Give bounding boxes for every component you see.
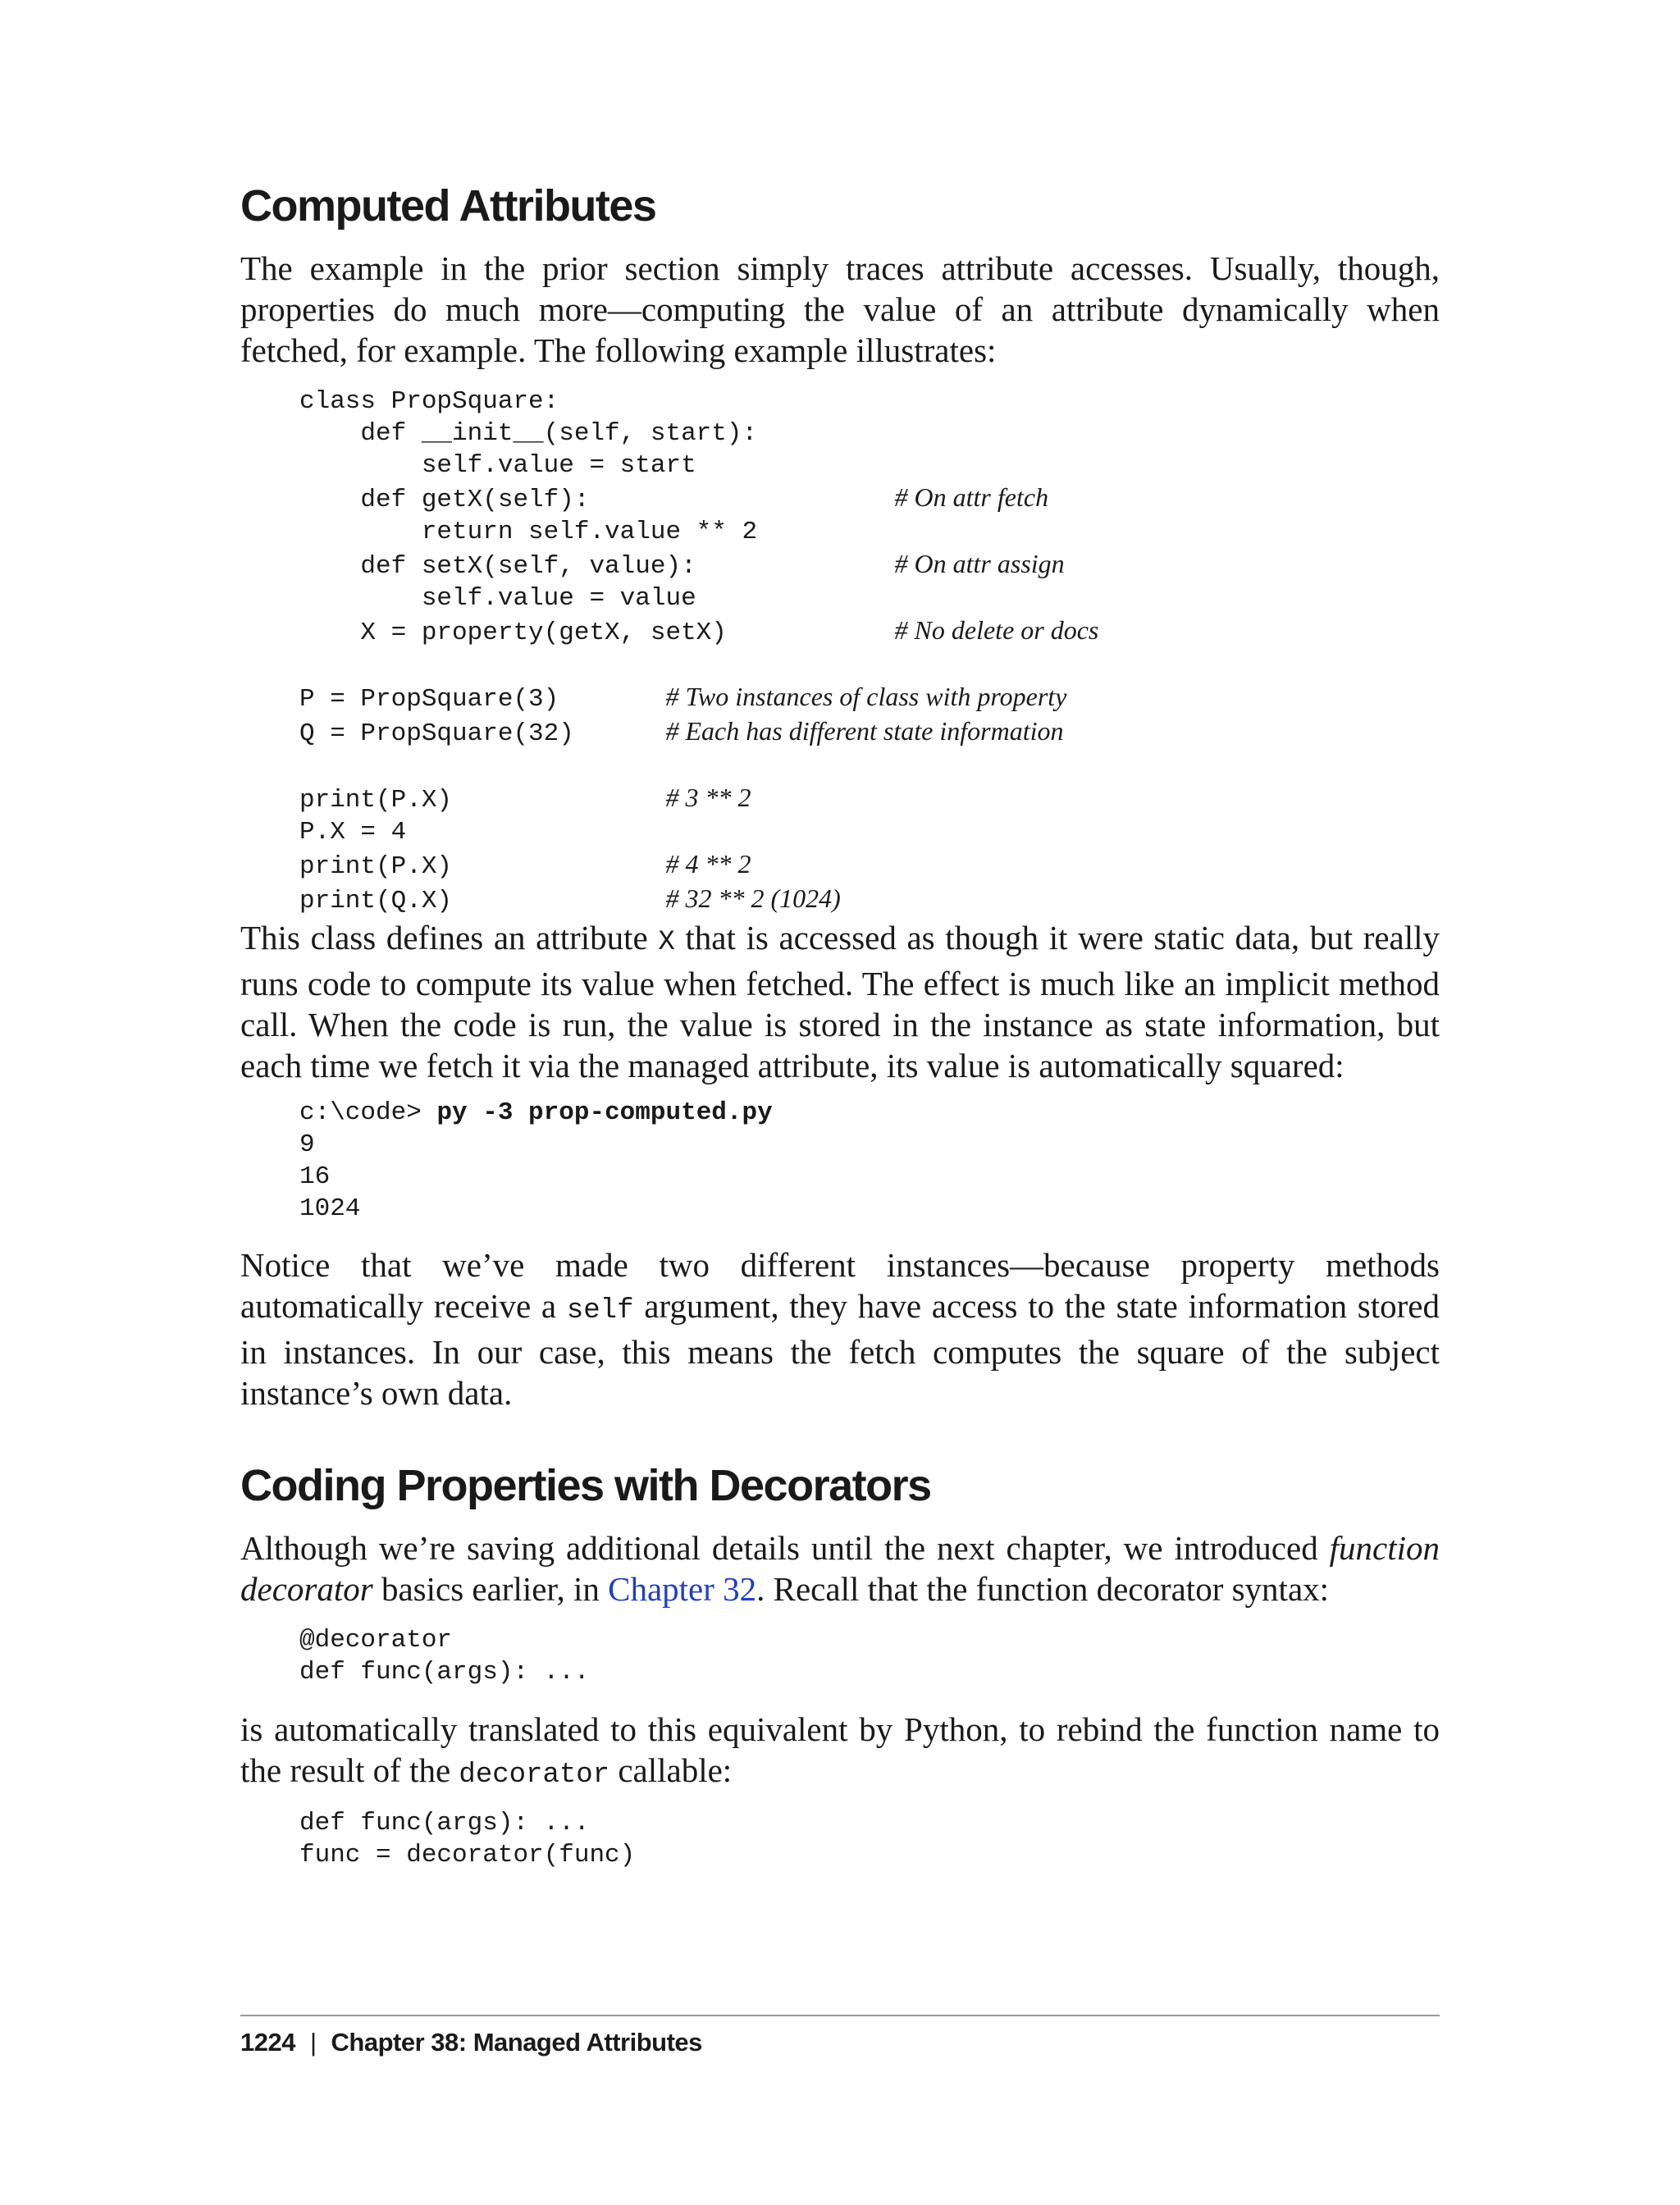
inline-code-x: X (658, 927, 675, 958)
code-line: def func(args): ... (299, 1658, 590, 1687)
paragraph-two-instances: Notice that we’ve made two different instances—because property methods automatically receive a self argument, they have access to the state information stored in instances. In our case, this means the fetch computes the square of the subject instance’s own data. (240, 1246, 1440, 1412)
code-line: self.value = value (299, 584, 696, 613)
page-number: 1224 (240, 2028, 295, 2057)
code-line: self.value = start (299, 451, 696, 480)
paragraph-x-attribute: This class defines an attribute X that is accessed as though it were static data, but really runs code to compute its value when fetched. The effect is much like an implicit method call. When the code is run, the value is stored in the instance as state information, but each time we fetch it via the managed attribute, its value is automatically squared: (240, 919, 1440, 1084)
code-line: Q = PropSquare(32) (299, 719, 574, 748)
section-heading-decorators: Coding Properties with Decorators (240, 1461, 931, 1510)
paragraph-decorators-intro: Although we’re saving additional details until the next chapter, we introduced function decorator basics earlier, in Chapter 32. Recall that the function decorator syntax: (240, 1529, 1440, 1608)
code-comment: # 32 ** 2 (1024) (665, 883, 841, 913)
code-line: def func(args): ... (299, 1809, 590, 1838)
code-block-decorator-equivalent (299, 1807, 635, 1871)
shell-output-block (299, 1097, 773, 1225)
footer-separator: | (309, 2028, 317, 2057)
code-block-propsquare (299, 386, 1098, 917)
paragraph-translation: is automatically translated to this equivalent by Python, to rebind the function name to the result of the decorator callable: (240, 1710, 1440, 1791)
code-line: return self.value ** 2 (299, 518, 758, 546)
code-line: print(P.X) (299, 786, 453, 815)
code-line: P = PropSquare(3) (299, 685, 559, 714)
chapter-32-link[interactable]: Chapter 32 (608, 1570, 757, 1608)
code-line: func = decorator(func) (299, 1841, 636, 1869)
emphasis-function-decorator: function decorator (240, 1529, 1440, 1608)
footer-chapter-title: Chapter 38: Managed Attributes (331, 2028, 702, 2057)
code-line: def setX(self, value): (299, 552, 696, 581)
footer-rule (240, 2015, 1440, 2016)
code-comment: # Each has different state information (665, 716, 1064, 746)
code-block-decorator-syntax (299, 1624, 589, 1688)
code-line: def getX(self): (299, 486, 590, 514)
section-heading-computed-attributes: Computed Attributes (240, 181, 656, 231)
code-comment: # On attr fetch (894, 482, 1049, 512)
code-line: class PropSquare: (299, 387, 559, 416)
code-comment: # On attr assign (894, 549, 1065, 578)
code-line: def __init__(self, start): (299, 419, 758, 448)
shell-output-line: 9 (299, 1130, 315, 1159)
paragraph-intro: The example in the prior section simply traces attribute accesses. Usually, though, properties do much more—computing the value of an attribute dynamically when fetched, for example. The following example illustrates: (240, 249, 1440, 369)
code-comment: # 4 ** 2 (665, 849, 751, 879)
code-line: P.X = 4 (299, 818, 407, 847)
page-footer (240, 2028, 702, 2057)
code-line: print(Q.X) (299, 887, 453, 915)
inline-code-self: self (566, 1295, 634, 1326)
shell-output-line: 16 (299, 1162, 331, 1191)
code-line: @decorator (299, 1626, 453, 1655)
shell-command: py -3 prop-computed.py (436, 1098, 773, 1127)
code-line: X = property(getX, setX) (299, 619, 727, 647)
code-comment: # Two instances of class with property (665, 682, 1067, 711)
code-line: print(P.X) (299, 852, 453, 881)
shell-output-line: 1024 (299, 1194, 361, 1223)
shell-prompt: c:\code> (299, 1098, 422, 1127)
inline-code-decorator: decorator (459, 1760, 610, 1791)
code-comment: # 3 ** 2 (665, 783, 751, 812)
code-comment: # No delete or docs (894, 615, 1099, 645)
